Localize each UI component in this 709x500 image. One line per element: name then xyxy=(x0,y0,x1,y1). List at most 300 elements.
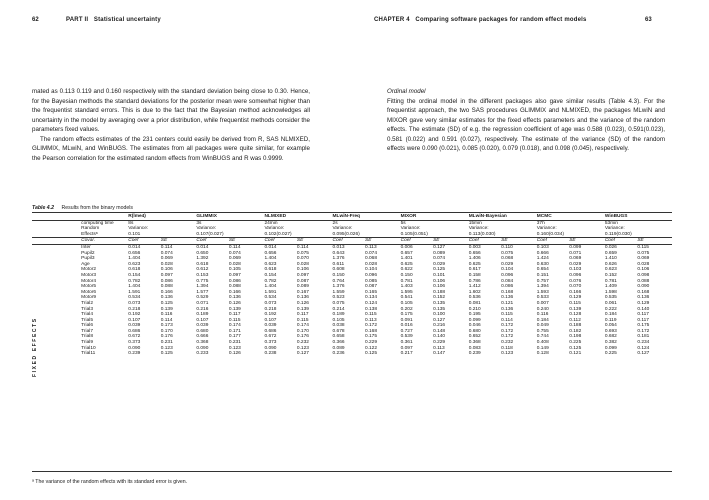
table-cell: 0.075 xyxy=(296,250,309,256)
table-cell: Motor9 xyxy=(81,295,97,301)
table-cell: 0.136 xyxy=(501,306,514,312)
table-cell: 0.114 xyxy=(501,317,513,323)
table-cell: 0.089 xyxy=(296,284,309,290)
table-cell: 0.121 xyxy=(501,300,514,306)
table-cell: 1.404 xyxy=(128,284,141,290)
table-cell: 1.394 xyxy=(196,284,209,290)
table-cell: 15min xyxy=(468,220,482,226)
table-cell: Motor2 xyxy=(81,267,97,273)
table-cell: 0.126 xyxy=(296,300,309,306)
table-cell: 0.106 xyxy=(637,267,650,273)
part-label: PART II xyxy=(66,17,89,23)
table-cell: Motor3 xyxy=(81,272,97,278)
table-cell: Trial10 xyxy=(81,345,96,351)
table-cell: 0.608 xyxy=(332,267,345,273)
table-cell: 0.225 xyxy=(604,351,617,357)
table-cell: 0.126 xyxy=(228,351,241,357)
table-cell: computing time xyxy=(81,220,114,226)
table-cell: 0.101 xyxy=(433,272,446,278)
table-cell: 0.049 xyxy=(536,323,549,329)
table-cell: 0.757 xyxy=(536,278,549,284)
table-cell: 0.127 xyxy=(433,317,446,323)
table-cell: 0.006 xyxy=(400,244,413,250)
left-running-header xyxy=(66,17,161,23)
fixed-effects-side-label xyxy=(32,302,40,462)
table-cell: SE xyxy=(432,238,468,245)
table-cell: 0.656 xyxy=(128,250,141,256)
table-cell: Coef xyxy=(332,238,364,245)
table-cell: 0.003 xyxy=(468,244,481,250)
table-cell: 0.106 xyxy=(296,267,309,273)
table-cell: Pupil2 xyxy=(81,250,95,256)
table-cell: 0.013 xyxy=(332,244,345,250)
table-cell: 0.102(0.027) xyxy=(263,232,331,238)
table-cell: 0.239 xyxy=(468,351,481,357)
table-cell: 0.107(0.027) xyxy=(195,232,263,238)
table-cell: 0.680 xyxy=(468,328,481,334)
table-cell: 1.595 xyxy=(400,289,413,295)
table-cell: Trial7 xyxy=(81,328,93,334)
table-cell: 0.029 xyxy=(433,261,446,267)
table-cell: 0.088 xyxy=(637,278,650,284)
paragraph: The random effects estimates of the 231 centers could easily be derived from R, SAS NLMIXED, GLIMMIX, MLwiN, and WinBUGS. The estimates from all packages were quite similar, for example the Pearson correlation for the estimated random effects from WinBUGS and R was 0.9999. xyxy=(32,135,310,162)
table-cell: 0.189 xyxy=(332,312,345,318)
package-header: MCMC xyxy=(536,214,604,220)
table-cell: Variance: xyxy=(400,226,421,232)
table-cell: 0.113 xyxy=(365,317,377,323)
table-cell: 0.217 xyxy=(400,351,413,357)
table-cell: 0.147 xyxy=(433,351,446,357)
right-text-column xyxy=(387,87,665,154)
table-cell: 0.136 xyxy=(501,295,514,301)
table-cell: 0.115 xyxy=(501,312,513,318)
table-cell: 0.172 xyxy=(501,323,514,329)
table-cell: 0.039 xyxy=(196,323,209,329)
table-cell: 0.686 xyxy=(264,328,277,334)
table-cell: 1.404 xyxy=(128,256,141,262)
table-cell: 0.165 xyxy=(365,289,378,295)
table-cell: 0.202 xyxy=(400,306,413,312)
table-cell: 0.158 xyxy=(468,272,481,278)
table-cell: 0.125 xyxy=(160,300,173,306)
table-cell: 0.028 xyxy=(228,261,241,267)
table-cell: 0.126 xyxy=(228,300,241,306)
table-cell: 0.176 xyxy=(160,334,173,340)
table-cell: 0.124 xyxy=(637,345,650,351)
table-cell: 0.128 xyxy=(569,312,582,318)
table-cell: Trial2 xyxy=(81,300,93,306)
table-cell: 0.373 xyxy=(264,340,277,346)
table-cell: 0.068 xyxy=(365,256,378,262)
table-cell: 0.054 xyxy=(604,323,617,329)
table-cell: 0.652 xyxy=(468,334,481,340)
table-cell: 0.149 xyxy=(536,345,549,351)
table-cell: 0.195 xyxy=(468,312,481,318)
table-cell: 0.068 xyxy=(501,256,514,262)
table-cell: 0.090 xyxy=(128,345,141,351)
table-cell: 0.014 xyxy=(196,244,209,250)
table-cell: 0.666 xyxy=(196,334,209,340)
table-cell: 0.659 xyxy=(604,250,617,256)
table-cell: 0.097 xyxy=(296,272,309,278)
table-cell: 0.099 xyxy=(468,317,481,323)
table-cell: 0.136 xyxy=(637,295,650,301)
table-cell: 0.029 xyxy=(501,261,514,267)
table-cell: 0.085 xyxy=(365,278,378,284)
table-cell: 0.150 xyxy=(400,272,413,278)
table-cell: 0.167 xyxy=(296,289,309,295)
table-cell: 0.105 xyxy=(228,267,241,273)
table-cell: 0.174 xyxy=(228,323,241,329)
table-cell: Trial4 xyxy=(81,312,93,318)
table-cell: 0.166 xyxy=(569,289,582,295)
table-cell: 0.625 xyxy=(400,261,413,267)
table-cell: SE xyxy=(228,238,264,245)
table-cell: 0.366 xyxy=(332,340,345,346)
table-cell: 0.123 xyxy=(160,345,173,351)
table-cell: 1.591 xyxy=(264,289,277,295)
table-cell: 0.361 xyxy=(400,340,413,346)
table-bottom-rule xyxy=(32,471,672,472)
table-cell: 1.577 xyxy=(196,289,209,295)
table-cell: 0.686 xyxy=(128,328,141,334)
table-cell: 0.680 xyxy=(196,328,209,334)
table-cell: 0.136 xyxy=(160,295,173,301)
table-cell: 0.073 xyxy=(264,300,277,306)
table-cell: 0.115 xyxy=(365,312,377,318)
table-cell: 1.591 xyxy=(128,289,141,295)
paragraph: Fitting the ordinal model in the different packages also gave similar results (Table 4.3). For the frequentist approach, the two SAS procedures GLIMMIX and NLMIXED, the packages MLwiN and MIXOR gave very similar estimates for the fixed effects parameters and the variance of the random effects. The estimate (SD) of e.g. the regression coefficient of age was 0.588 (0.023), 0.591(0.023), 0.581 (0.022) and 0.591 (0.027), respectively. The estimate of the variance (SD) of the random effects were 0.090 (0.021), 0.085 (0.020), 0.079 (0.018), and 0.098 (0.045), respectively. xyxy=(387,97,665,152)
table-cell: 0.114 xyxy=(296,244,309,250)
table-row xyxy=(32,351,672,357)
table-cell: 0.086 xyxy=(501,284,514,290)
table-cell: 0.070 xyxy=(296,256,309,262)
table-cell: 0.071 xyxy=(196,300,209,306)
table-cell: 0.028 xyxy=(637,261,650,267)
table-cell: 0.189 xyxy=(196,312,209,318)
table-cell: 0.104 xyxy=(501,267,514,273)
table-cell: 0.038 xyxy=(332,323,345,329)
table-cell: Motor5 xyxy=(81,284,97,290)
part-title: Statistical uncertainty xyxy=(93,17,161,23)
table-cell: 0.105 xyxy=(332,317,345,323)
table-number: Table 4.2 xyxy=(32,205,55,211)
table-cell: 0.623 xyxy=(128,261,141,267)
table-cell: 0.225 xyxy=(569,340,582,346)
table-cell: 0.170 xyxy=(160,328,173,334)
table-cell: 0.115 xyxy=(637,244,649,250)
table-cell: 0.090 xyxy=(196,345,209,351)
table-cell: 0.086 xyxy=(160,278,173,284)
table-cell: Pupil3 xyxy=(81,256,95,262)
table-cell: 0.611 xyxy=(332,261,345,267)
table-cell: 0.110 xyxy=(501,244,513,250)
table-cell: 0.654 xyxy=(536,267,549,273)
table-cell: 1.404 xyxy=(264,284,277,290)
table-cell: 0.096 xyxy=(365,272,378,278)
table-cell: 0.239 xyxy=(128,351,141,357)
table-cell: 0.070 xyxy=(569,284,582,290)
table-cell: 0.657 xyxy=(400,250,413,256)
table-cell: 0.222 xyxy=(604,306,617,312)
table-cell: Trial5 xyxy=(81,317,93,323)
table-cell: 0.029 xyxy=(569,261,582,267)
table-cell: 1.394 xyxy=(536,284,549,290)
table-cell: 0.625 xyxy=(468,261,481,267)
table-cell: SE xyxy=(364,238,400,245)
table-cell: 0.087 xyxy=(365,284,378,290)
table-cell: 0.081 xyxy=(468,300,481,306)
table-cell: 0.115 xyxy=(228,317,241,323)
table-cell: 0.107 xyxy=(264,317,277,323)
table-cell: 0.523 xyxy=(332,295,345,301)
table-cell: 0.088 xyxy=(160,284,173,290)
table-cell: 0.534 xyxy=(264,295,277,301)
table-footnote: ᵃ The variance of the random effects with its standard error is given. xyxy=(32,479,188,485)
table-cell: 0.139 xyxy=(160,306,173,312)
table-cell: Variance: xyxy=(536,226,557,232)
table-cell: 0.172 xyxy=(501,334,514,340)
table-cell: 1.424 xyxy=(536,256,549,262)
table-cell: 0.026 xyxy=(604,244,617,250)
table-cell: 0.188 xyxy=(433,289,446,295)
table-cell: 0.074 xyxy=(433,256,446,262)
table-cell: 0.134 xyxy=(365,295,378,301)
table-cell: 0.028 xyxy=(160,261,173,267)
table-cell: 0.168 xyxy=(637,289,650,295)
table-cell: 0.786 xyxy=(468,278,481,284)
table-cell: 1.559 xyxy=(332,289,345,295)
table-cell: 0.148 xyxy=(433,328,446,334)
table-cell: 0.074 xyxy=(160,250,173,256)
table-cell: 0.198 xyxy=(569,334,582,340)
table-cell: 0.028 xyxy=(365,261,378,267)
table-cell: 0.103 xyxy=(569,267,582,273)
table-cell: 0.618 xyxy=(264,267,277,273)
table-cell: Variance: xyxy=(604,226,625,232)
table-cell: 1.401 xyxy=(400,256,413,262)
table-cell: 1.598 xyxy=(604,289,617,295)
table-cell: 0.097 xyxy=(400,345,413,351)
table-cell: 0.744 xyxy=(536,334,549,340)
table-cell: 0.693 xyxy=(604,328,617,334)
table-cell: 0.188 xyxy=(569,323,582,329)
table-cell: Coef xyxy=(604,238,636,245)
table-cell: 0.097 xyxy=(228,272,241,278)
table-cell: 0.623 xyxy=(264,261,277,267)
table-cell: 0.382 xyxy=(604,340,617,346)
table-cell: 0.136 xyxy=(228,295,241,301)
table-cell: 0.623 xyxy=(604,267,617,273)
table-cell: 0.166 xyxy=(160,289,173,295)
table-cell: 0.128 xyxy=(536,351,549,357)
table-cell: 1.412 xyxy=(468,284,481,290)
table-cell: 0.153 xyxy=(196,272,209,278)
table-cell: 0.095(0.026) xyxy=(332,232,400,238)
table-cell: Coef xyxy=(536,238,568,245)
table-cell: 0.682 xyxy=(604,334,617,340)
table-cell: 0.229 xyxy=(433,340,446,346)
table-cell: 0.135 xyxy=(433,300,446,306)
table-cell: 0.173 xyxy=(160,323,173,329)
table-cell: 0.152 xyxy=(433,295,446,301)
table-cell: 0.535 xyxy=(604,295,617,301)
column-subheader-row xyxy=(32,238,672,245)
table-cell: 0.175 xyxy=(400,312,413,318)
table-cell: 0.541 xyxy=(400,295,413,301)
table-cell: Trial3 xyxy=(81,306,93,312)
left-text-column xyxy=(32,87,310,163)
table-cell: 0.172 xyxy=(501,328,514,334)
table-cell: 0.727 xyxy=(400,328,413,334)
table-cell: 0.626 xyxy=(604,261,617,267)
table-cell: Effectsᵃ xyxy=(80,232,127,238)
table-cell: 0.781 xyxy=(400,278,413,284)
table-cell: Inter xyxy=(81,244,91,250)
table-cell: 0.105 xyxy=(400,300,413,306)
table-cell: 0.117 xyxy=(296,312,309,318)
table-cell xyxy=(32,238,80,245)
table-cell: 0.166 xyxy=(228,289,241,295)
table-cell: 0.115 xyxy=(296,317,309,323)
table-cell: Variance: xyxy=(264,226,285,232)
table-cell: 0.075 xyxy=(332,300,345,306)
table-cell: 0.373 xyxy=(128,340,141,346)
table-cell: 0.181 xyxy=(637,334,650,340)
table-cell: Age xyxy=(81,261,90,267)
table-cell: 0.046 xyxy=(468,323,481,329)
table-cell: 0.176 xyxy=(296,334,309,340)
table-cell: 0.103 xyxy=(536,244,549,250)
table-cell: 0.123 xyxy=(501,351,514,357)
table-caption xyxy=(32,205,133,211)
table-cell: 0.099 xyxy=(604,345,617,351)
table-cell: 0.210 xyxy=(468,306,481,312)
chapter-title: Comparing software packages for random effect models xyxy=(415,17,587,23)
table-top-rule xyxy=(32,212,672,213)
table-cell: 0.240 xyxy=(536,306,549,312)
table-cell: 0.533 xyxy=(536,295,549,301)
table-cell: 0.168 xyxy=(501,289,514,295)
table-cell: Covar. xyxy=(80,238,127,245)
table-cell: 5s xyxy=(400,220,406,226)
table-cell: 0.124 xyxy=(365,300,378,306)
table-cell: 1.376 xyxy=(332,256,345,262)
table-cell: 0.098 xyxy=(637,272,650,278)
table-cell: SE xyxy=(160,238,196,245)
table-cell: 0.152 xyxy=(604,272,617,278)
table-cell: 0.174 xyxy=(296,323,309,329)
table-cell: 0.656 xyxy=(264,250,277,256)
table-cell: 0.075 xyxy=(637,250,650,256)
table-cell: 0.172 xyxy=(365,323,378,329)
chapter-label: CHAPTER 4 xyxy=(374,17,410,23)
table-cell: 0.229 xyxy=(365,340,378,346)
table-cell: 0.140 xyxy=(637,306,650,312)
table-cell: 0.125 xyxy=(433,267,446,273)
table-cell: 0.136 xyxy=(296,295,309,301)
table-cell: 1.403 xyxy=(400,284,413,290)
package-header: R(lme4) xyxy=(127,214,195,220)
table-cell: 0.106 xyxy=(160,267,173,273)
table-cell: 0.172 xyxy=(637,328,650,334)
table-cell: 0.039 xyxy=(128,323,141,329)
table-cell: 0.114 xyxy=(160,244,173,250)
table-cell: 0.112 xyxy=(569,317,581,323)
table-cell: Coef xyxy=(195,238,227,245)
table-cell: 0.160(0.034) xyxy=(536,232,604,238)
table-cell: 0.139 xyxy=(228,306,241,312)
table-cell: 0.232 xyxy=(296,340,309,346)
table-cell: 0.135 xyxy=(433,306,446,312)
table-cell: 0.175 xyxy=(637,323,650,329)
table-cell: 0.184 xyxy=(536,317,549,323)
table-cell: Motor4 xyxy=(81,278,97,284)
table-cell: 0.105(0.051) xyxy=(400,232,468,238)
table-cell: 0.107 xyxy=(196,317,209,323)
table-cell: 0.074 xyxy=(365,250,378,256)
table-cell: 0.177 xyxy=(228,334,241,340)
table-cell: Variance: xyxy=(196,226,217,232)
table-cell: 0.106 xyxy=(433,284,446,290)
table-cell: 0.171 xyxy=(228,328,241,334)
table-cell: 0.014 xyxy=(264,244,277,250)
table-cell: 0.014 xyxy=(128,244,141,250)
table-cell: 0.107 xyxy=(128,317,141,323)
table-cell: 0.101 xyxy=(127,232,195,238)
table-cell: 0.231 xyxy=(228,340,241,346)
table-cell: 0.113 xyxy=(365,244,377,250)
table-cell: 0.125 xyxy=(569,345,582,351)
table-cell: Trial6 xyxy=(81,323,93,329)
table-cell: Coef xyxy=(127,238,159,245)
table-cell: 0.218 xyxy=(128,306,141,312)
table-cell: 24min xyxy=(264,220,278,226)
table-cell: 0.083 xyxy=(468,345,481,351)
table-cell: 0.618 xyxy=(196,261,209,267)
table-cell: 0.630 xyxy=(536,261,549,267)
table-cell: 0.218 xyxy=(264,306,277,312)
right-page-number: 63 xyxy=(645,17,652,23)
table-cell: 0.069 xyxy=(228,256,241,262)
section-title: Ordinal model xyxy=(387,88,426,95)
table-cell: 0.123 xyxy=(296,345,309,351)
table-cell: 0.151 xyxy=(536,272,549,278)
table-cell: Variance: xyxy=(128,226,149,232)
table-cell: 0.117 xyxy=(228,312,241,318)
table-cell: 53min xyxy=(604,220,618,226)
table-body xyxy=(32,214,672,357)
table-cell: 0.666 xyxy=(536,250,549,256)
table-cell: 0.116 xyxy=(160,312,173,318)
table-cell: 0.106 xyxy=(433,278,446,284)
table-cell: 0.086 xyxy=(228,278,241,284)
table-cell: 0.231 xyxy=(160,340,173,346)
table-cell: 1.409 xyxy=(604,284,617,290)
table-cell: 0.016 xyxy=(400,323,413,329)
table-cell: 0.069 xyxy=(160,256,173,262)
table-cell: 0.140 xyxy=(433,334,446,340)
table-cell: 0.529 xyxy=(196,295,209,301)
table-cell: 0.090 xyxy=(264,345,277,351)
right-running-header xyxy=(374,17,587,23)
table-cell: Trial8 xyxy=(81,334,93,340)
table-cell: 0.116 xyxy=(536,312,549,318)
table-cell: 0.039 xyxy=(264,323,277,329)
table-cell: 1.404 xyxy=(264,256,277,262)
package-header: MLwiN-Bayesian xyxy=(468,214,536,220)
table-cell: 0.125 xyxy=(365,351,378,357)
